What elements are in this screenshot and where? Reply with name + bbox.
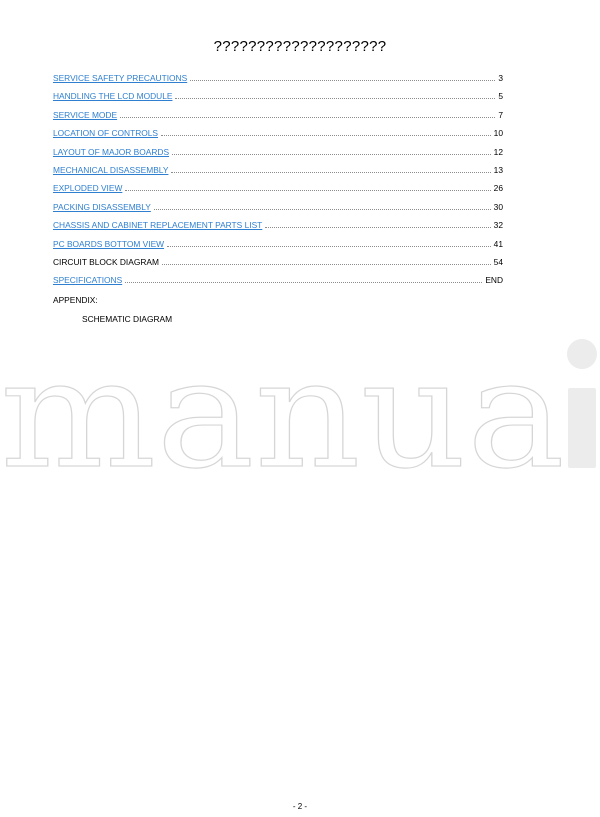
toc-row-major-boards [53,147,503,165]
page-title: ???????????????????? [213,38,387,55]
toc-link-specifications[interactable]: SPECIFICATIONS [53,275,123,286]
toc-link-packing-disassembly[interactable]: PACKING DISASSEMBLY [53,201,151,212]
toc-page-number: 7 [498,109,503,120]
toc-link-mechanical-disassembly[interactable]: MECHANICAL DISASSEMBLY [53,164,169,175]
toc-link-safety-precautions[interactable]: SERVICE SAFETY PRECAUTIONS [53,73,188,83]
appendix-item-schematic: SCHEMATIC DIAGRAM [82,314,173,324]
dot-leader [175,97,495,99]
toc-link-location-of-controls[interactable]: LOCATION OF CONTROLS [53,128,159,139]
toc-page-number: 3 [498,73,503,83]
dot-leader [162,263,491,265]
appendix-heading: APPENDIX: [53,295,98,305]
dot-leader [125,281,482,283]
dot-leader [154,208,491,210]
toc-entry-circuit-block-diagram: CIRCUIT BLOCK DIAGRAM [53,256,159,267]
watermark-bar [568,388,596,468]
toc-row-mechanical-disassembly [53,165,503,183]
watermark-dot [567,339,597,369]
toc-link-service-mode[interactable]: SERVICE MODE [53,109,118,120]
dot-leader [125,189,490,191]
toc-link-pc-boards[interactable]: PC BOARDS BOTTOM VIEW [53,238,165,249]
toc-page-number: 54 [493,256,503,267]
toc-link-major-boards[interactable]: LAYOUT OF MAJOR BOARDS [53,146,170,157]
toc-row-lcd-module [53,91,503,109]
toc-row-pc-boards [53,239,503,257]
dot-leader [167,245,491,247]
toc-link-lcd-module[interactable]: HANDLING THE LCD MODULE [53,91,173,102]
toc-row-exploded-view [53,183,503,201]
watermark-text: manua [0,330,565,480]
toc-link-exploded-view[interactable]: EXPLODED VIEW [53,183,123,194]
toc-row-packing-disassembly [53,202,503,220]
toc-page-number: 32 [493,220,503,231]
table-of-contents [53,73,503,294]
toc-link-parts-list[interactable]: CHASSIS AND CABINET REPLACEMENT PARTS LIST [53,220,263,231]
toc-row-parts-list [53,220,503,238]
page-footer-number: - 2 - [292,802,308,811]
toc-page-number: 26 [493,183,503,194]
dot-leader [171,171,490,173]
dot-leader [120,116,495,118]
toc-page-number: END [485,275,503,286]
toc-page-number: 5 [498,91,503,102]
watermark-logo [0,330,600,480]
toc-page-number: 41 [493,238,503,249]
toc-row-location-of-controls [53,128,503,146]
toc-row-service-mode [53,110,503,128]
dot-leader [172,153,491,155]
toc-row-safety [53,73,503,91]
toc-row-circuit-block [53,257,503,275]
toc-page-number: 13 [493,164,503,175]
toc-row-specifications [53,275,503,293]
toc-page-number: 30 [493,201,503,212]
dot-leader [190,79,495,81]
dot-leader [265,226,490,228]
toc-page-number: 12 [493,146,503,157]
toc-page-number: 10 [493,128,503,139]
dot-leader [161,134,491,136]
